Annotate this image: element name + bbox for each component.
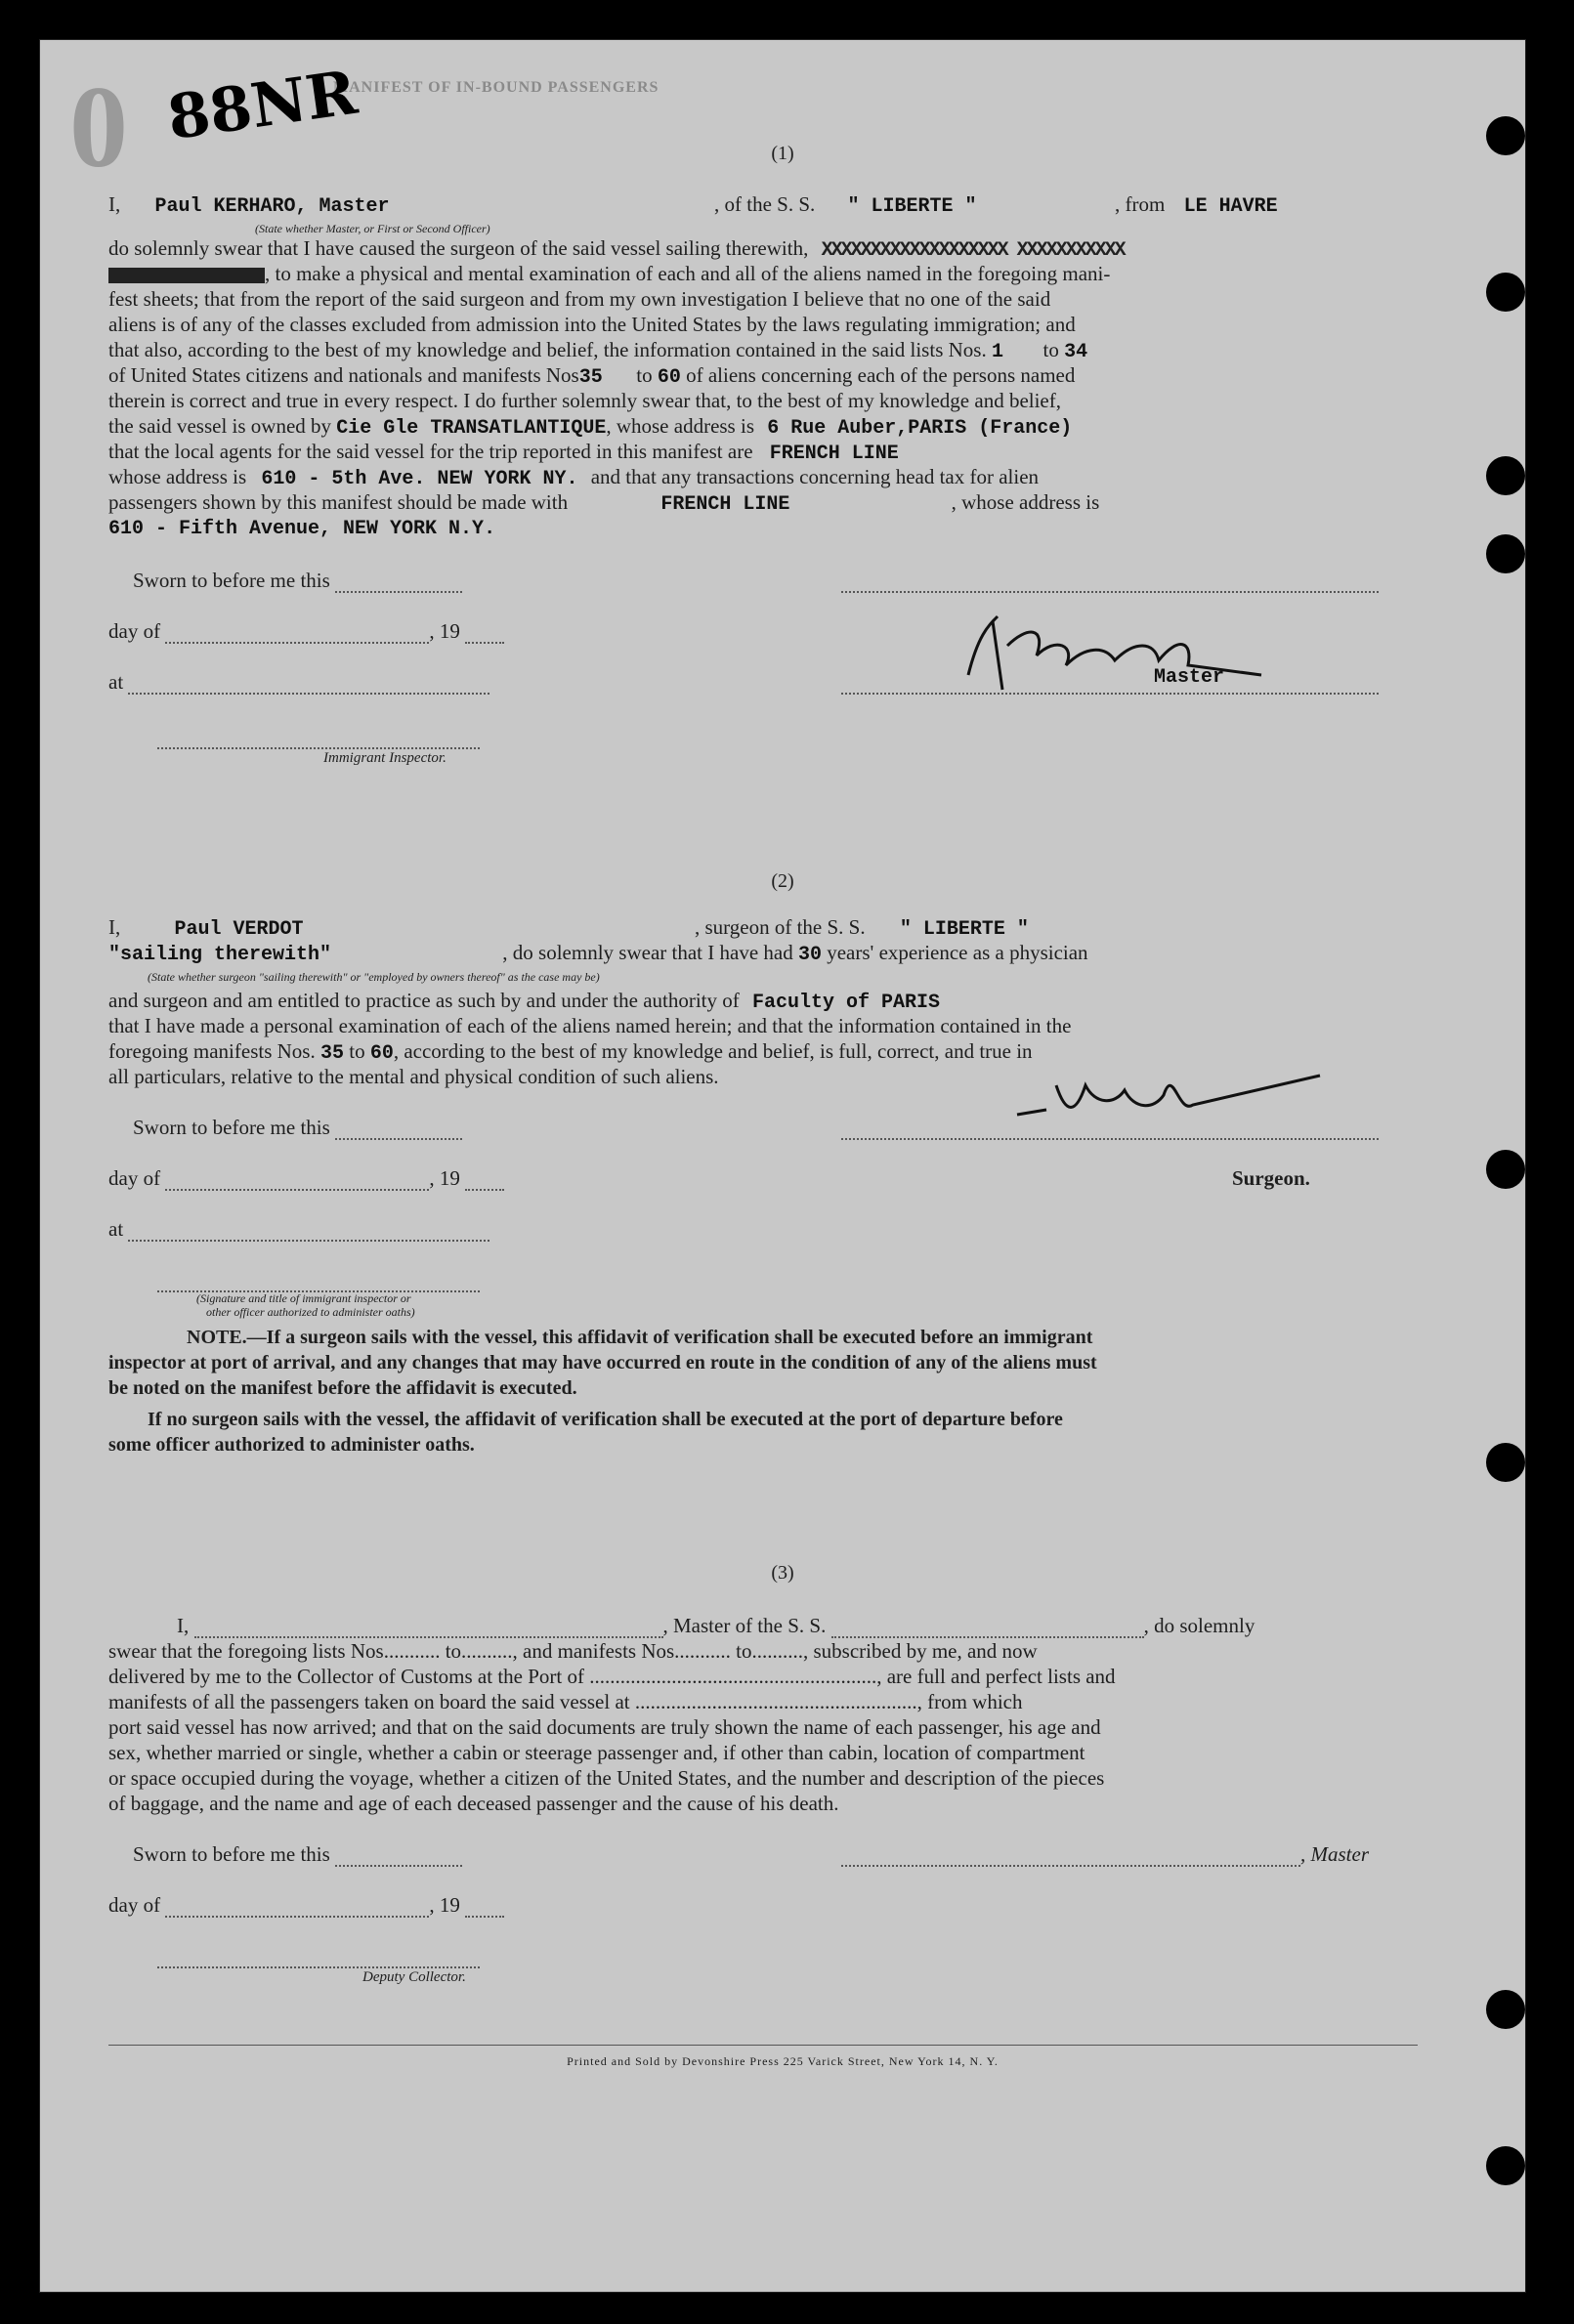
section-1-p6: of United States citizens and nationals and manifests Nos35 to 60 of aliens concerning each of the persons named <box>108 363 1076 389</box>
dayof-line-2: day of , 19 <box>108 1165 504 1191</box>
section-1-p4: aliens is of any of the classes excluded from admission into the United States by the laws regulating immigration; and <box>108 313 1076 336</box>
at-line-2: at <box>108 1216 489 1242</box>
section-2-q3: foregoing manifests Nos. 35 to 60, according to the best of my knowledge and belief, is full, correct, and true in <box>108 1039 1033 1065</box>
section-1-p11: passengers shown by this manifest should be made with FRENCH LINE , whose address is <box>108 490 1100 516</box>
surgeon-label: Surgeon. <box>1232 1166 1310 1190</box>
section-1-p1: do solemnly swear that I have caused the surgeon of the said vessel sailing therewith, XXXXXXXXXXXXXXXXXXX XXXXXXXXXXX <box>108 236 1125 262</box>
section-1-p7: therein is correct and true in every respect. I do further solemnly swear that, to the best of my knowledge and belief, <box>108 389 1061 412</box>
punch-hole <box>1486 456 1525 495</box>
punch-hole <box>1486 1443 1525 1482</box>
dayof-line-1: day of , 19 <box>108 618 504 644</box>
surgeon-vessel: " LIBERTE " <box>899 918 1029 941</box>
sworn-line-1: Sworn to before me this <box>133 568 462 593</box>
surgeon-signature <box>1007 1056 1330 1134</box>
manifests-to: 60 <box>657 366 681 389</box>
printer-footer: Printed and Sold by Devonshire Press 225 Varick Street, New York 14, N. Y. <box>567 2054 999 2068</box>
punch-hole <box>1486 534 1525 573</box>
sworn-line-3: Sworn to before me this <box>133 1841 462 1867</box>
section-3-number: (3) <box>771 1562 794 1584</box>
inspector-label: Immigrant Inspector. <box>323 750 447 766</box>
punch-hole <box>1486 2146 1525 2185</box>
note-line-5: some officer authorized to administer oaths. <box>108 1434 475 1456</box>
master-name: Paul KERHARO, Master <box>154 195 390 218</box>
vessel-name: " LIBERTE " <box>847 195 977 218</box>
local-agents: FRENCH LINE <box>769 443 899 465</box>
owner-address: 6 Rue Auber,PARIS (France) <box>767 417 1073 440</box>
sworn-line-2: Sworn to before me this <box>133 1115 462 1140</box>
note-line-1: NOTE.—If a surgeon sails with the vessel, this affidavit of verification shall be executed before an immigrant <box>187 1327 1093 1348</box>
note-line-3: be noted on the manifest before the affidavit is executed. <box>108 1377 577 1399</box>
signature-line-master-top <box>841 568 1379 593</box>
owner-name: Cie Gle TRANSATLANTIQUE <box>336 417 607 440</box>
section-1-p5: that also, according to the best of my knowledge and belief, the information contained in the said lists Nos. 1 to 34 <box>108 338 1088 363</box>
sig-hint-2: other officer authorized to administer oaths) <box>206 1305 415 1319</box>
dayof-line-3: day of , 19 <box>108 1892 504 1918</box>
section-1-p3: fest sheets; that from the report of the said surgeon and from my own investigation I believe that no one of the said <box>108 287 1051 311</box>
punch-hole <box>1486 1150 1525 1189</box>
section-3-r6: sex, whether married or single, whether a cabin or steerage passenger and, if other than cabin, location of compartment <box>108 1741 1085 1764</box>
section-2-line-1: I, Paul VERDOT <box>108 915 304 941</box>
section-1-line-1c: , from LE HAVRE <box>1115 192 1278 218</box>
section-3-r1: I, , Master of the S. S. , do solemnly <box>177 1614 1255 1637</box>
surgeon-name: Paul VERDOT <box>174 918 304 941</box>
section-2-line-2: "sailing therewith" , do solemnly swear that I have had 30 years' experience as a physician <box>108 941 1088 966</box>
section-1-p8: the said vessel is owned by Cie Gle TRANSATLANTIQUE, whose address is 6 Rue Auber,PARIS (France) <box>108 414 1073 440</box>
sig-hint-1: (Signature and title of immigrant inspector or <box>196 1291 411 1305</box>
punch-hole <box>1486 273 1525 312</box>
lists-to: 34 <box>1064 341 1088 363</box>
section-2-q2: that I have made a personal examination of each of the aliens named herein; and that the information contained in the <box>108 1014 1072 1037</box>
punch-hole <box>1486 1990 1525 2029</box>
footer-rule <box>108 2045 1418 2046</box>
section-3-r5: port said vessel has now arrived; and that on the said documents are truly shown the name of each passenger, his age and <box>108 1715 1101 1739</box>
section-3-r2: swear that the foregoing lists Nos........... to.........., and manifests Nos........... to.........., subscribed by me, and now <box>108 1639 1038 1663</box>
surgeon-hint: (State whether surgeon "sailing therewith" or "employed by owners thereof" as the case may be) <box>148 970 600 984</box>
crossed-out-text: XXXXXXXXXXXXXXXXXXX XXXXXXXXXXX <box>821 239 1125 262</box>
at-line-1: at <box>108 669 489 695</box>
headtax-agent: FRENCH LINE <box>660 493 790 516</box>
section-2-number: (2) <box>771 870 794 892</box>
headtax-address: 610 - Fifth Avenue, NEW YORK N.Y. <box>108 518 496 540</box>
master-label: Master <box>1154 666 1225 689</box>
section-2-q1: and surgeon and am entitled to practice as such by and under the authority of Faculty of PARIS <box>108 989 941 1014</box>
sailing-status: "sailing therewith" <box>108 944 332 966</box>
agents-address: 610 - 5th Ave. NEW YORK NY. <box>261 468 578 490</box>
section-2-line-1b: , surgeon of the S. S. " LIBERTE " <box>695 915 1029 941</box>
section-1-number: (1) <box>771 143 794 164</box>
authority: Faculty of PARIS <box>752 992 941 1014</box>
handwritten-mark: 88NR <box>162 56 362 154</box>
section-1-line-1b: , of the S. S. " LIBERTE " <box>714 192 977 218</box>
section-1-p9: that the local agents for the said vessel for the trip reported in this manifest are FRENCH LINE <box>108 440 899 465</box>
manifests-from: 35 <box>578 366 603 389</box>
deputy-label: Deputy Collector. <box>362 1969 466 1985</box>
section-3-r7: or space occupied during the voyage, whether a citizen of the United States, and the number and description of the pieces <box>108 1766 1105 1790</box>
surgeon-manifests-from: 35 <box>319 1042 344 1065</box>
section-1-p2: , to make a physical and mental examination of each and all of the aliens named in the foregoing mani- <box>108 261 1110 286</box>
faded-zero-mark: 0 <box>69 62 128 191</box>
section-2-q4: all particulars, relative to the mental and physical condition of such aliens. <box>108 1065 719 1088</box>
master-line-3: , Master <box>841 1841 1369 1867</box>
years-experience: 30 <box>797 944 822 966</box>
lists-from: 1 <box>991 341 1003 363</box>
section-3-r4: manifests of all the passengers taken on board the said vessel at ......................................................., from which <box>108 1690 1023 1713</box>
master-hint: (State whether Master, or First or Second Officer) <box>255 222 490 235</box>
section-3-r3: delivered by me to the Collector of Customs at the Port of ........................................................, are full and perfect lists and <box>108 1665 1116 1688</box>
section-1-p10: whose address is 610 - 5th Ave. NEW YORK NY. and that any transactions concerning head tax for alien <box>108 465 1040 490</box>
section-1-line-1: I, Paul KERHARO, Master <box>108 192 390 218</box>
inspector-line-2 <box>157 1267 480 1292</box>
note-line-2: inspector at port of arrival, and any changes that may have occurred en route in the condition of any of the aliens must <box>108 1352 1097 1373</box>
section-3-r8: of baggage, and the name and age of each deceased passenger and the cause of his death. <box>108 1792 839 1815</box>
manifest-page <box>39 39 1526 2293</box>
faded-header: MANIFEST OF IN-BOUND PASSENGERS <box>333 79 659 96</box>
from-port: LE HAVRE <box>1183 195 1278 218</box>
surgeon-manifests-to: 60 <box>369 1042 394 1065</box>
note-line-4: If no surgeon sails with the vessel, the affidavit of verification shall be executed at the port of departure before <box>148 1409 1063 1430</box>
